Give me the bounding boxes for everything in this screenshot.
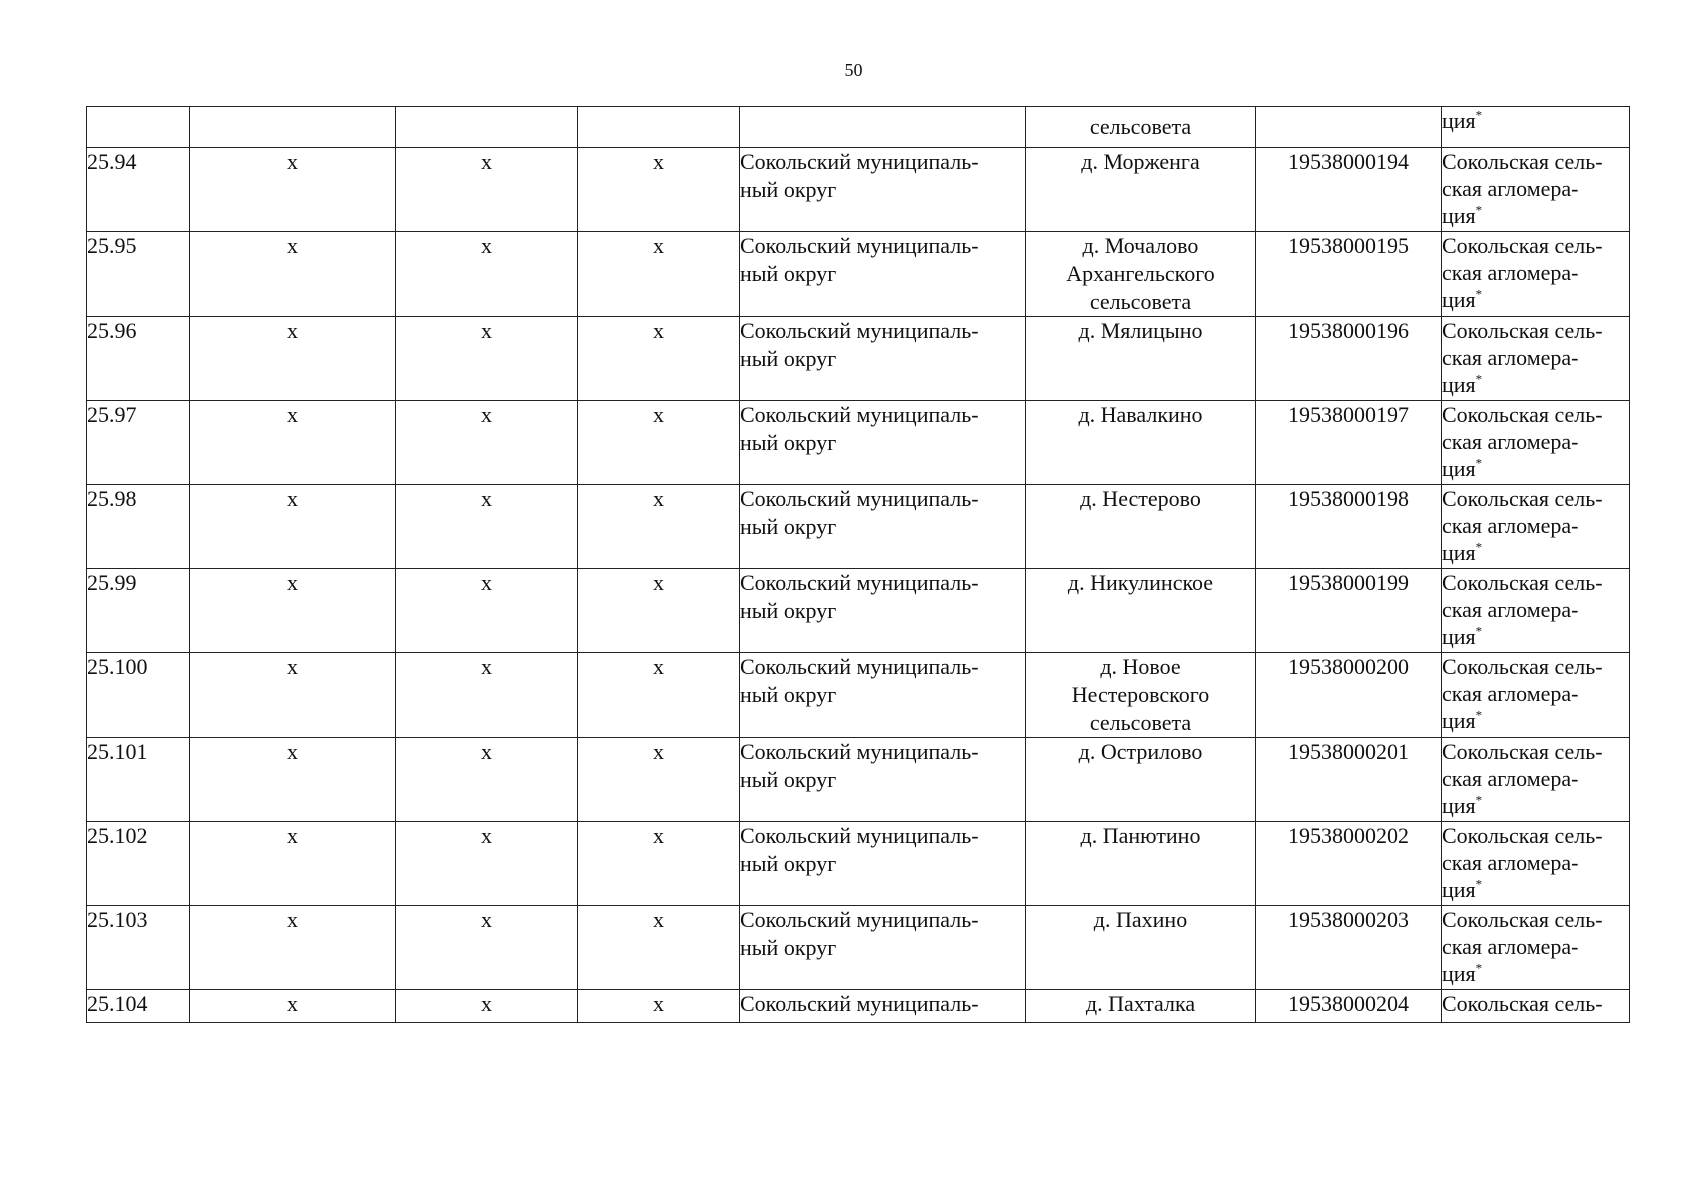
cell-line: д. Новое bbox=[1100, 654, 1181, 679]
okrug-cell bbox=[740, 317, 1026, 401]
agglomeration-cell bbox=[1442, 653, 1630, 738]
cell-line: Сокольский муниципаль- bbox=[740, 402, 979, 427]
agglomeration-cell bbox=[1442, 822, 1630, 906]
location-cell bbox=[1026, 653, 1256, 738]
footnote-marker: * bbox=[1475, 960, 1483, 976]
cell-line: ный округ bbox=[740, 177, 837, 202]
location-cell bbox=[1026, 990, 1256, 1023]
cell-line: ция bbox=[1442, 877, 1476, 902]
settlements-table bbox=[86, 106, 1630, 1023]
cell-line: д. Острилово bbox=[1078, 739, 1203, 764]
row-number-cell: 25.104 bbox=[87, 990, 190, 1023]
okrug-cell bbox=[740, 401, 1026, 485]
x-cell: х bbox=[396, 906, 578, 990]
footnote-marker: * bbox=[1475, 539, 1483, 555]
agglomeration-cell bbox=[1442, 401, 1630, 485]
empty-cell bbox=[1256, 107, 1442, 148]
x-cell: х bbox=[396, 822, 578, 906]
okrug-cell bbox=[740, 990, 1026, 1023]
cell-line: ция bbox=[1442, 203, 1476, 228]
cell-line: Сокольская сель- bbox=[1442, 991, 1603, 1016]
cell-line: д. Пахталка bbox=[1085, 991, 1196, 1016]
cell-line: ская агломера- bbox=[1442, 429, 1579, 454]
x-cell: х bbox=[578, 822, 740, 906]
cell-line: Сокольский муниципаль- bbox=[740, 233, 979, 258]
table-row bbox=[87, 738, 1630, 822]
x-cell: х bbox=[190, 232, 396, 317]
cell-line: Сокольская сель- bbox=[1442, 318, 1603, 343]
cell-line: д. Мочалово bbox=[1082, 233, 1199, 258]
footnote-marker: * bbox=[1475, 876, 1483, 892]
footnote-marker: * bbox=[1475, 623, 1483, 639]
cell-line: сельсовета bbox=[1089, 710, 1192, 735]
code-cell: 19538000199 bbox=[1256, 569, 1442, 653]
cell-line: ный округ bbox=[740, 851, 837, 876]
x-cell: х bbox=[578, 738, 740, 822]
empty-cell bbox=[396, 107, 578, 148]
location-cell bbox=[1026, 401, 1256, 485]
cell-line: ская агломера- bbox=[1442, 766, 1579, 791]
footnote-marker: * bbox=[1475, 455, 1483, 471]
x-cell: х bbox=[190, 148, 396, 232]
cell-line: ный округ bbox=[740, 935, 837, 960]
cell-line: ская агломера- bbox=[1442, 850, 1579, 875]
cell-line: Сокольский муниципаль- bbox=[740, 907, 979, 932]
cell-line: ный округ bbox=[740, 346, 837, 371]
cell-line: Сокольский муниципаль- bbox=[740, 739, 979, 764]
x-cell: х bbox=[396, 232, 578, 317]
x-cell: х bbox=[190, 906, 396, 990]
cell-line: ция bbox=[1442, 108, 1476, 133]
row-number-cell: 25.96 bbox=[87, 317, 190, 401]
table-row bbox=[87, 906, 1630, 990]
cell-line: Сокольский муниципаль- bbox=[740, 570, 979, 595]
table-row bbox=[87, 317, 1630, 401]
x-cell: х bbox=[578, 148, 740, 232]
cell-line: сельсовета bbox=[1089, 289, 1192, 314]
empty-cell bbox=[87, 107, 190, 148]
location-cell bbox=[1026, 569, 1256, 653]
location-cell bbox=[1026, 485, 1256, 569]
x-cell: х bbox=[190, 401, 396, 485]
x-cell: х bbox=[578, 401, 740, 485]
cell-line: ция bbox=[1442, 287, 1476, 312]
cell-line: ская агломера- bbox=[1442, 176, 1579, 201]
footnote-marker: * bbox=[1475, 371, 1483, 387]
x-cell: х bbox=[190, 990, 396, 1023]
cell-line: Архангельского bbox=[1066, 261, 1215, 286]
x-cell: х bbox=[190, 569, 396, 653]
agglomeration-cell bbox=[1442, 232, 1630, 317]
x-cell: х bbox=[190, 822, 396, 906]
code-cell: 19538000197 bbox=[1256, 401, 1442, 485]
table-row bbox=[87, 569, 1630, 653]
footnote-marker: * bbox=[1475, 202, 1483, 218]
x-cell: х bbox=[396, 990, 578, 1023]
table-row bbox=[87, 232, 1630, 317]
cell-line: ция bbox=[1442, 456, 1476, 481]
okrug-cell bbox=[740, 485, 1026, 569]
row-number-cell: 25.97 bbox=[87, 401, 190, 485]
cell-line: ция bbox=[1442, 624, 1476, 649]
page-number: 50 bbox=[844, 60, 863, 80]
row-number-cell: 25.94 bbox=[87, 148, 190, 232]
cell-line: ный округ bbox=[740, 682, 837, 707]
table-row bbox=[87, 822, 1630, 906]
agglomeration-cell bbox=[1442, 990, 1630, 1023]
footnote-marker: * bbox=[1475, 792, 1483, 808]
row-number-cell: 25.99 bbox=[87, 569, 190, 653]
x-cell: х bbox=[396, 401, 578, 485]
x-cell: х bbox=[578, 569, 740, 653]
code-cell: 19538000200 bbox=[1256, 653, 1442, 738]
location-cell bbox=[1026, 317, 1256, 401]
code-cell: 19538000204 bbox=[1256, 990, 1442, 1023]
x-cell: х bbox=[396, 653, 578, 738]
code-cell: 19538000203 bbox=[1256, 906, 1442, 990]
code-cell: 19538000194 bbox=[1256, 148, 1442, 232]
row-number-cell: 25.103 bbox=[87, 906, 190, 990]
code-cell: 19538000196 bbox=[1256, 317, 1442, 401]
table-row-continuation bbox=[87, 107, 1630, 148]
agglomeration-cell bbox=[1442, 148, 1630, 232]
empty-cell bbox=[578, 107, 740, 148]
cell-line: ская агломера- bbox=[1442, 513, 1579, 538]
row-number-cell: 25.102 bbox=[87, 822, 190, 906]
okrug-cell bbox=[740, 148, 1026, 232]
location-cell bbox=[1026, 822, 1256, 906]
cell-line: ская агломера- bbox=[1442, 934, 1579, 959]
code-cell: 19538000195 bbox=[1256, 232, 1442, 317]
row-number-cell: 25.100 bbox=[87, 653, 190, 738]
x-cell: х bbox=[396, 148, 578, 232]
x-cell: х bbox=[578, 232, 740, 317]
code-cell: 19538000198 bbox=[1256, 485, 1442, 569]
okrug-cell bbox=[740, 232, 1026, 317]
location-cell bbox=[1026, 738, 1256, 822]
x-cell: х bbox=[190, 317, 396, 401]
cell-line: Сокольская сель- bbox=[1442, 823, 1603, 848]
x-cell: х bbox=[578, 317, 740, 401]
x-cell: х bbox=[396, 317, 578, 401]
table-row bbox=[87, 485, 1630, 569]
footnote-marker: * bbox=[1475, 107, 1483, 123]
table-row bbox=[87, 148, 1630, 232]
location-cell bbox=[1026, 148, 1256, 232]
cell-line: Сокольская сель- bbox=[1442, 233, 1603, 258]
cell-line: Сокольская сель- bbox=[1442, 907, 1603, 932]
x-cell: х bbox=[578, 990, 740, 1023]
cell-line: Сокольский муниципаль- bbox=[740, 654, 979, 679]
cell-line: ный округ bbox=[740, 514, 837, 539]
cell-line: ская агломера- bbox=[1442, 260, 1579, 285]
cell-line: Сокольский муниципаль- bbox=[740, 991, 979, 1016]
row-number-cell: 25.101 bbox=[87, 738, 190, 822]
cell-line: д. Никулинское bbox=[1067, 570, 1214, 595]
x-cell: х bbox=[190, 653, 396, 738]
agglomeration-cell bbox=[1442, 569, 1630, 653]
row-number-cell: 25.95 bbox=[87, 232, 190, 317]
cell-line: ный округ bbox=[740, 767, 837, 792]
cell-line: д. Пахино bbox=[1093, 907, 1188, 932]
footnote-marker: * bbox=[1475, 286, 1483, 302]
code-cell: 19538000202 bbox=[1256, 822, 1442, 906]
cell-line: Сокольская сель- bbox=[1442, 402, 1603, 427]
x-cell: х bbox=[190, 738, 396, 822]
location-cell: сельсовета bbox=[1026, 107, 1256, 148]
cell-line: ская агломера- bbox=[1442, 345, 1579, 370]
cell-line: ный округ bbox=[740, 598, 837, 623]
location-cell bbox=[1026, 232, 1256, 317]
code-cell: 19538000201 bbox=[1256, 738, 1442, 822]
cell-line: ция bbox=[1442, 961, 1476, 986]
cell-line: Сокольский муниципаль- bbox=[740, 823, 979, 848]
x-cell: х bbox=[396, 738, 578, 822]
cell-line: Сокольская сель- bbox=[1442, 654, 1603, 679]
table-row bbox=[87, 990, 1630, 1023]
x-cell: х bbox=[396, 569, 578, 653]
empty-cell bbox=[740, 107, 1026, 148]
table-row bbox=[87, 401, 1630, 485]
cell-line: ская агломера- bbox=[1442, 597, 1579, 622]
x-cell: х bbox=[578, 906, 740, 990]
cell-line: д. Морженга bbox=[1081, 149, 1200, 174]
cell-line: Нестеровского bbox=[1071, 682, 1210, 707]
agglomeration-cell bbox=[1442, 317, 1630, 401]
footnote-marker: * bbox=[1475, 707, 1483, 723]
cell-line: ный округ bbox=[740, 261, 837, 286]
cell-line: д. Мялицыно bbox=[1078, 318, 1203, 343]
cell-line: ция bbox=[1442, 708, 1476, 733]
x-cell: х bbox=[578, 653, 740, 738]
cell-line: Сокольский муниципаль- bbox=[740, 149, 979, 174]
cell-line: ный округ bbox=[740, 430, 837, 455]
okrug-cell bbox=[740, 738, 1026, 822]
okrug-cell bbox=[740, 653, 1026, 738]
okrug-cell bbox=[740, 569, 1026, 653]
agglomeration-cell bbox=[1442, 906, 1630, 990]
empty-cell bbox=[190, 107, 396, 148]
cell-line: Сокольская сель- bbox=[1442, 486, 1603, 511]
row-number-cell: 25.98 bbox=[87, 485, 190, 569]
agglomeration-cell bbox=[1442, 107, 1630, 148]
table-row bbox=[87, 653, 1630, 738]
cell-line: ская агломера- bbox=[1442, 681, 1579, 706]
cell-line: д. Панютино bbox=[1080, 823, 1201, 848]
okrug-cell bbox=[740, 906, 1026, 990]
cell-line: д. Нестерово bbox=[1080, 486, 1201, 511]
table-body bbox=[87, 107, 1630, 1023]
cell-line: Сокольский муниципаль- bbox=[740, 318, 979, 343]
x-cell: х bbox=[396, 485, 578, 569]
cell-line: Сокольская сель- bbox=[1442, 739, 1603, 764]
cell-line: Сокольская сель- bbox=[1442, 149, 1603, 174]
cell-line: ция bbox=[1442, 793, 1476, 818]
cell-line: ция bbox=[1442, 372, 1476, 397]
agglomeration-cell bbox=[1442, 485, 1630, 569]
okrug-cell bbox=[740, 822, 1026, 906]
location-cell bbox=[1026, 906, 1256, 990]
x-cell: х bbox=[578, 485, 740, 569]
x-cell: х bbox=[190, 485, 396, 569]
cell-line: Сокольский муниципаль- bbox=[740, 486, 979, 511]
agglomeration-cell bbox=[1442, 738, 1630, 822]
cell-line: д. Навалкино bbox=[1078, 402, 1203, 427]
cell-line: ция bbox=[1442, 540, 1476, 565]
cell-line: Сокольская сель- bbox=[1442, 570, 1603, 595]
